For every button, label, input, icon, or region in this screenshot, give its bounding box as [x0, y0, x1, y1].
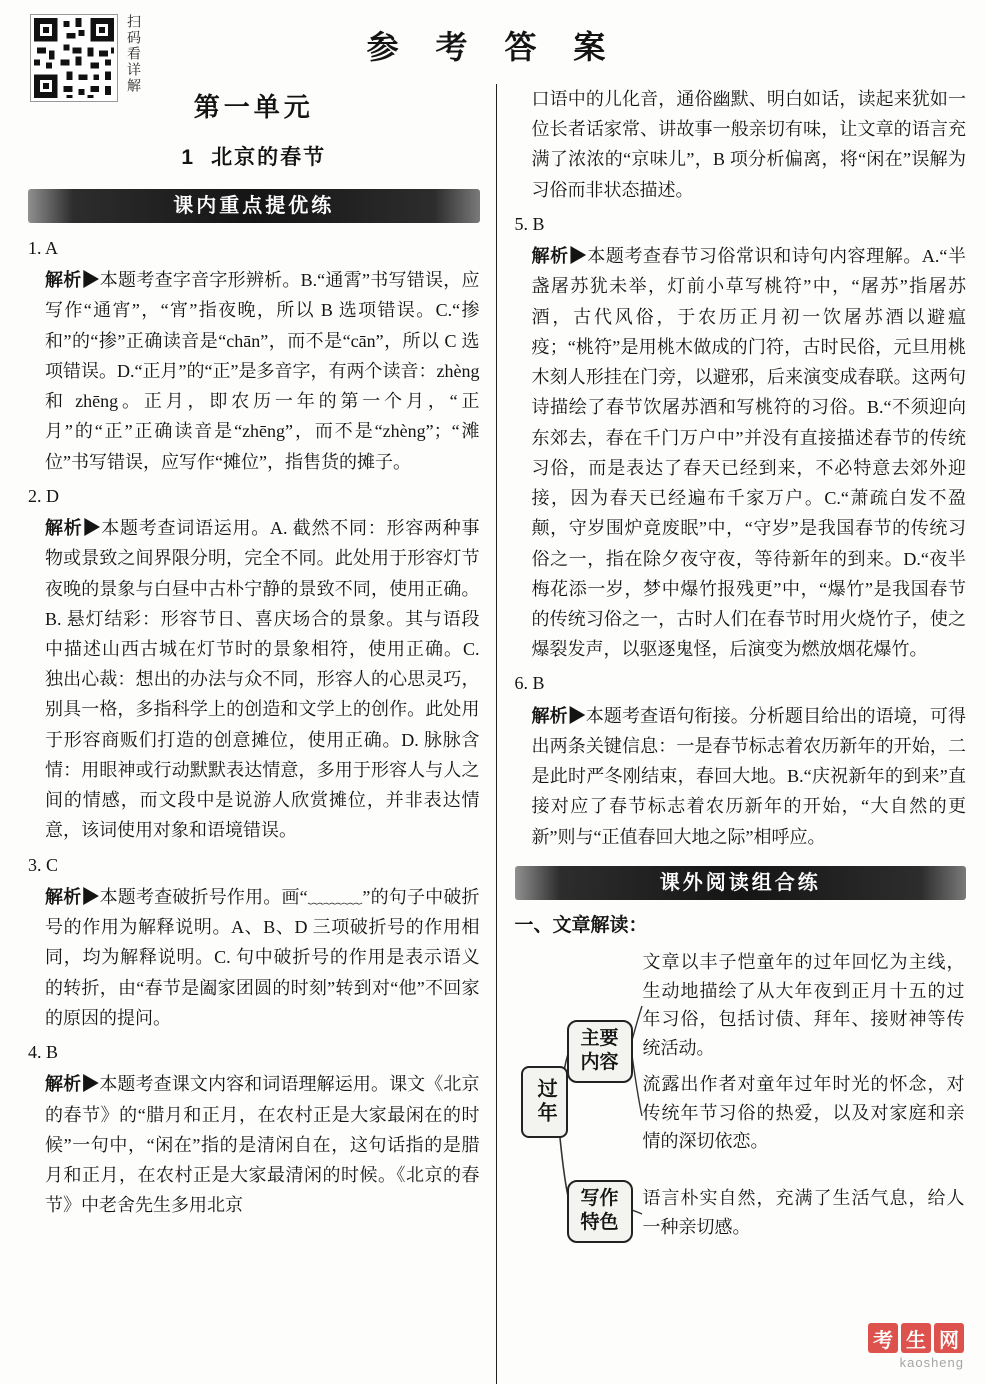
- answer-explanation: [532, 701, 967, 852]
- section-banner-extracurricular: 课外阅读组合练: [515, 866, 967, 900]
- answer-number: 4. B: [28, 1042, 59, 1063]
- answer-item-2: [28, 481, 480, 846]
- answer-4-continuation: 口语中的儿化音，通俗幽默、明白如话，读起来犹如一位长者话家常、讲故事一般亲切有味，让文章的语言充满了浓浓的“京味儿”，B 项分析偏离，将“闲在”误解为习俗而非状态描述。: [531, 89, 966, 200]
- explanation-text: 本题考查课文内容和词语理解运用。课文《北京的春节》的“腊月和正月，在农村正是大家最闲在的时候”一句中，“闲在”指的是清闲自在，这句话指的是腊月和正月，在农村正是大家最清闲的时候。《北京的春节》中老舍先生多用北京: [45, 1074, 480, 1216]
- two-column-body: [0, 78, 986, 1384]
- mindmap-article-analysis: [515, 948, 967, 1260]
- explanation-text: 本题考查春节习俗常识和诗句内容理解。A.“半盏屠苏犹未举，灯前小草写桃符”中，“屠苏”指屠苏酒，古代风俗，于农历正月初一饮屠苏酒以避瘟疫；“桃符”是用桃木做成的门符，古时民俗，元旦用桃木刻人形挂在门旁，以避邪，后来演变成春联。这两句诗描绘了春节饮屠苏酒和写桃符的习俗。B.“不须迎向东郊去，春在千门万户中”并没有直接描述春节的传统习俗，而是表达了春天已经到来，不必特意去郊外迎接，因为春天已经遍布千家万户。C.“萧疏白发不盈颠，守岁围炉竟废眠”中，“守岁”是我国春节的传统习俗之一，指在除夕夜守夜，等待新年的到来。D.“夜半梅花添一岁，梦中爆竹报残更”中，“爆竹”是我国春节的传统习俗之一，古时人们在春节时用火烧竹子，使之爆裂发声，以驱逐鬼怪，后演变为燃放烟花爆竹。: [531, 246, 966, 660]
- kaosheng-logo-tile: 生: [901, 1323, 931, 1353]
- answer-explanation: [45, 265, 480, 477]
- explanation-label: 解析▶: [45, 518, 102, 539]
- answer-explanation: [532, 241, 967, 664]
- lesson-number: 1: [181, 145, 196, 169]
- explanation-label: 解析▶: [45, 270, 100, 291]
- answer-item-4: [28, 1037, 480, 1220]
- explanation-label: 解析▶: [45, 886, 100, 907]
- answer-item-6: [515, 668, 967, 851]
- section-banner-inclass: 课内重点提优练: [28, 189, 480, 223]
- mindmap-paragraph-1: 文章以丰子恺童年的过年回忆为主线，生动地描绘了从大年夜到正月十五的过年习俗，包括讨债、拜年、接财神等传统活动。: [642, 951, 965, 1059]
- kaosheng-logo-tile: 网: [934, 1323, 964, 1353]
- kaosheng-watermark: [868, 1323, 964, 1370]
- explanation-text: 本题考查破折号作用。画“﹏﹏﹏”的句子中破折号的作用为解释说明。A、B、D 三项破折号的作用相同，均为解释说明。C. 句中破折号的作用是表示语义的转折，由“春节是阖家团圆的时刻”转到对“他”不回家的原因的提问。: [45, 886, 480, 1028]
- right-column: [497, 78, 986, 1384]
- answer-item-5: [515, 209, 967, 665]
- explanation-text: 本题考查词语运用。A. 截然不同：形容两种事物或景致之间界限分明，完全不同。此处用于形容灯节夜晚的景象与白昼中古朴宁静的景致不同，使用正确。B. 悬灯结彩：形容节日、喜庆场合的景象。其与语段中描述山西古城在灯节时的景象相符，使用正确。C. 独出心裁：想出的办法与众不同，形容人的心思灵巧，别具一格，多指科学上的创造和文学上的创作。此处用于形容商贩们打造的创意摊位，使用正确。D. 脉脉含情：用眼神或行动默默表达情意，多用于形容人与人之间的情感，而文段中是说游人欣赏摊位，并非表达情意，该词使用对象和语境错误。: [45, 518, 480, 841]
- explanation-text: 本题考查语句衔接。分析题目给出的语境，可得出两条关键信息：一是春节标志着农历新年的开始，二是此时严冬刚结束，春回大地。B.“庆祝新年的到来”直接对应了春节标志着农历新年的开始，“大自然的更新”则与“正值春回大地之际”相呼应。: [531, 705, 966, 847]
- unit-title: 第一单元: [193, 92, 314, 122]
- kaosheng-logo-tile: 考: [868, 1323, 898, 1353]
- explanation-label: 解析▶: [531, 705, 586, 726]
- answer-item-3: [28, 850, 480, 1033]
- mindmap-root-node: 过年: [521, 1066, 569, 1138]
- answer-item-1: [28, 233, 480, 477]
- mindmap-branch-main-content: 主要内容: [567, 1020, 633, 1083]
- answer-explanation: [45, 1069, 480, 1220]
- answer-number: 1. A: [28, 237, 59, 258]
- left-column: [0, 78, 496, 1384]
- answer-number: 6. B: [514, 673, 545, 694]
- reading-analysis-heading: 一、文章解读：: [514, 914, 648, 936]
- answer-number: 2. D: [28, 485, 59, 506]
- lesson-name: 北京的春节: [211, 145, 327, 169]
- mindmap-paragraph-2: 流露出作者对童年过年时光的怀念，对传统年节习俗的热爱，以及对家庭和亲情的深切依恋。: [642, 1073, 965, 1152]
- answer-explanation: [45, 882, 480, 1033]
- qr-code-label: 扫码看详解: [126, 14, 142, 94]
- mindmap-paragraph-3: 语言朴实自然，充满了生活气息，给人一种亲切感。: [642, 1187, 965, 1237]
- explanation-text: 本题考查字音字形辨析。B.“通霄”书写错误，应写作“通宵”，“宵”指夜晚，所以 B 选项错误。C.“掺和”的“掺”正确读音是“chān”，而不是“cān”，所以 C 选项错误。D.“正月”的“正”是多音字，有两个读音：zhèng 和 zhēng。正月，即农历一年的第一个月，“正月”的“正”正确读音是“zhēng”，而不是“zhèng”；“滩位”书写错误，应写作“摊位”，指售货的摊子。: [45, 270, 480, 472]
- page-title: 参 考 答 案: [366, 29, 620, 65]
- explanation-label: 解析▶: [531, 246, 588, 267]
- kaosheng-watermark-subtext: kaosheng: [899, 1355, 964, 1370]
- mindmap-branch-writing-style: 写作特色: [567, 1180, 633, 1243]
- explanation-label: 解析▶: [45, 1074, 100, 1095]
- answer-number: 3. C: [28, 854, 59, 875]
- answer-explanation: [45, 513, 480, 846]
- answer-number: 5. B: [514, 213, 545, 234]
- kaosheng-logo-icon: [868, 1323, 964, 1353]
- lesson-title: [28, 140, 480, 175]
